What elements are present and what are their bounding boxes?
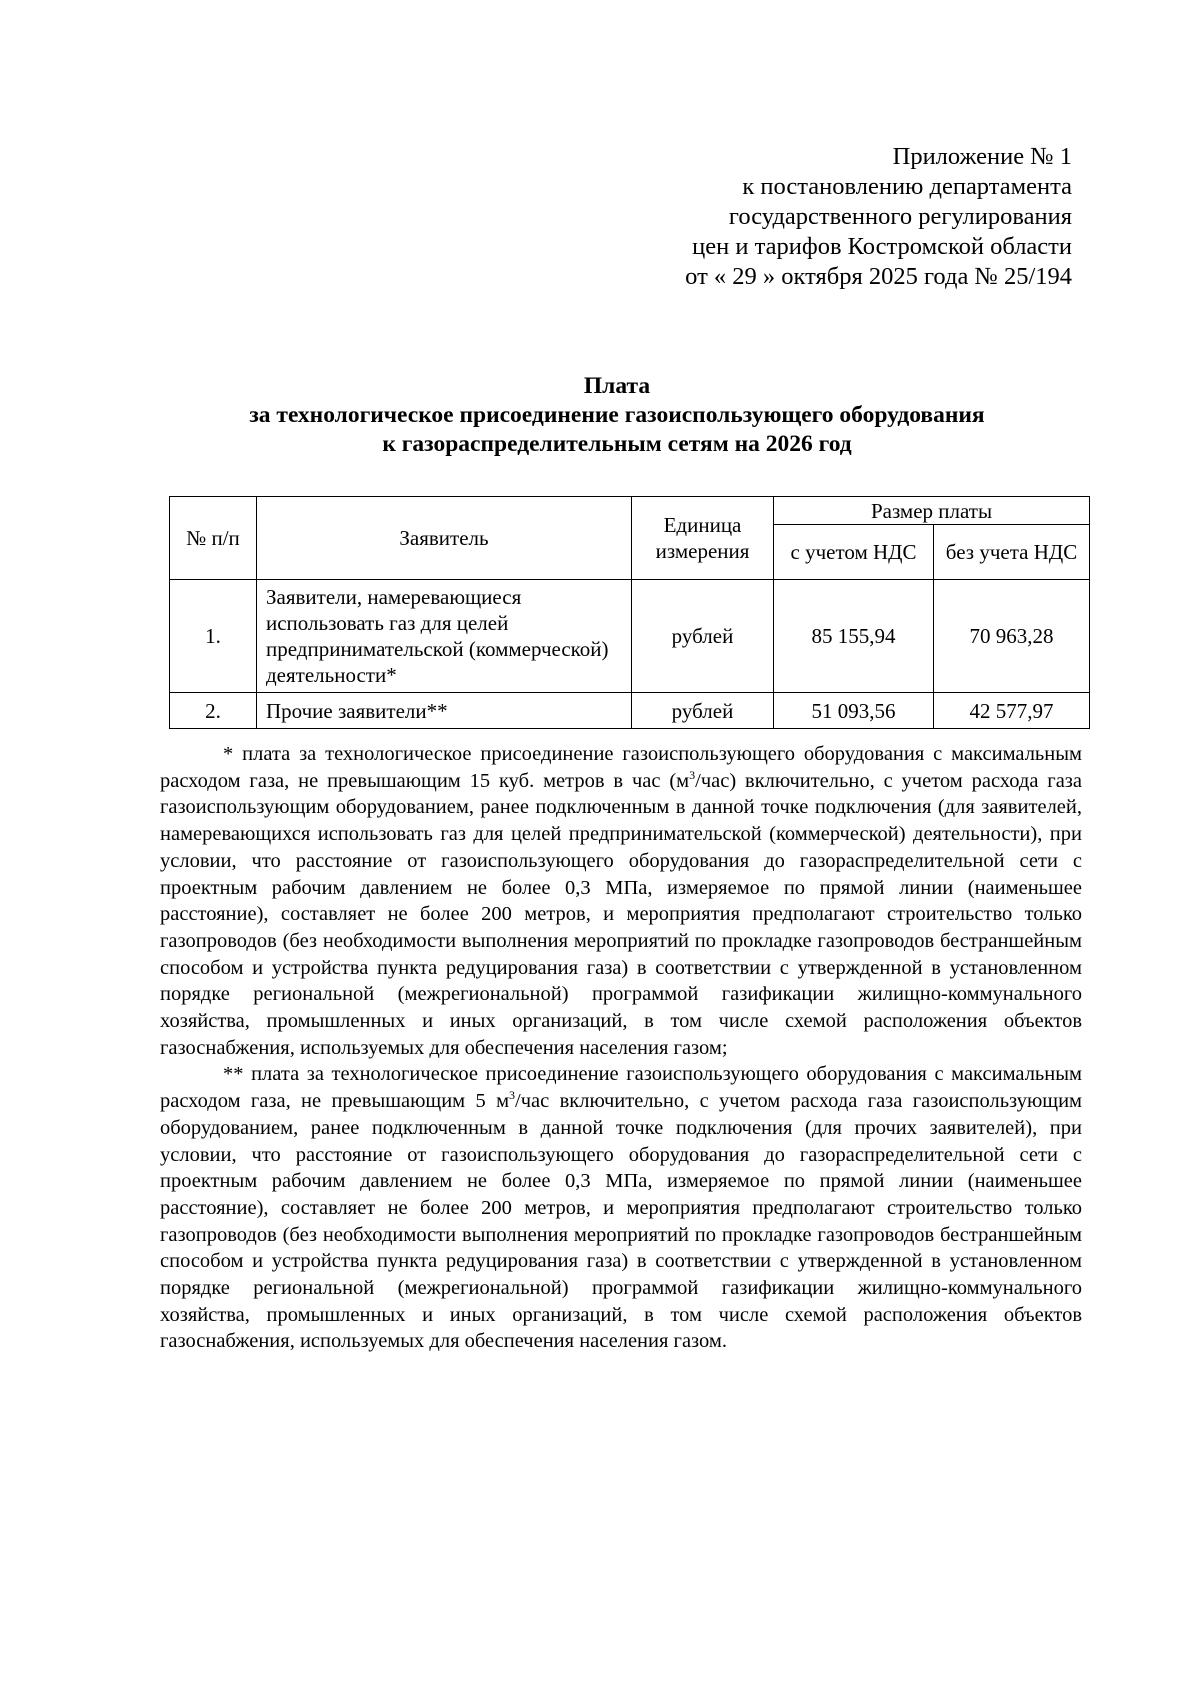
footnote-2: [160, 1061, 1082, 1355]
title-line-1: Плата: [583, 373, 651, 399]
row-number: 2.: [170, 693, 257, 729]
footnotes: [160, 741, 1082, 1355]
title-line-3: к газораспределительным сетям на 2026 год: [382, 431, 852, 457]
footnote-1-superscript: 3: [689, 767, 696, 782]
row-with-vat: 85 155,94: [774, 580, 934, 693]
header-number: № п/п: [170, 497, 257, 580]
footnote-1: [160, 741, 1082, 1061]
title-line-2: за технологическое присоединение газоиспользующего оборудования: [249, 402, 985, 428]
row-with-vat: 51 093,56: [774, 693, 934, 729]
document-title: [160, 372, 1074, 459]
footnote-1-text-a: * плата за технологическое присоединение газоиспользующего оборудования с максимальным расходом газа, не превышающим 15 куб. метров в час (м: [160, 743, 1082, 792]
row-number: 1.: [170, 580, 257, 693]
appendix-number: Приложение № 1: [892, 143, 1072, 170]
table-row: [170, 693, 1090, 729]
row-applicant: Прочие заявители**: [257, 693, 632, 729]
footnote-2-text-b: /час включительно, с учетом расхода газа газоиспользующим оборудованием, ранее подключенным в данной точке подключения (для прочих заявителей), при условии, что расстояние от газоиспользующего оборудования до газораспределительной сети с проектным рабочим давлением не более 0,3 МПа, измеряемое по прямой линии (наименьшее расстояние), составляет не более 200 метров, и мероприятия предполагают строительство только газопроводов (без необходимости выполнения мероприятий по прокладке газопроводов бестраншейным способом и устройства пункта редуцирования газа) в соответствии с утвержденной в установленном порядке региональной (межрегиональной) программой газификации жилищно-коммунального хозяйства, промышленных и иных организаций, в том числе схемой расположения объектов газоснабжения, используемых для обеспечения населения газом.: [160, 1090, 1083, 1353]
header-unit: Единица измерения: [632, 497, 774, 580]
appendix-region: цен и тарифов Костромской области: [692, 233, 1072, 260]
row-without-vat: 42 577,97: [934, 693, 1090, 729]
fee-table: [169, 496, 1090, 729]
header-applicant: Заявитель: [257, 497, 632, 580]
appendix-header: [685, 142, 1072, 292]
header-without-vat: без учета НДС: [934, 525, 1090, 580]
footnote-2-superscript: 3: [509, 1088, 516, 1103]
row-without-vat: 70 963,28: [934, 580, 1090, 693]
appendix-reference: к постановлению департамента: [742, 173, 1072, 200]
row-applicant: Заявители, намеревающиеся использовать газ для целей предпринимательской (коммерческой) деятельности*: [257, 580, 632, 693]
table-header-row: [170, 497, 1090, 525]
row-unit: рублей: [632, 693, 774, 729]
appendix-department: государственного регулирования: [728, 203, 1072, 230]
footnote-1-text-b: /час) включительно, с учетом расхода газа газоиспользующим оборудованием, ранее подключенным в данной точке подключения (для заявителей, намеревающихся использовать газ для целей предпринимательской (коммерческой) деятельности), при условии, что расстояние от газоиспользующего оборудования до газораспределительной сети с проектным рабочим давлением не более 0,3 МПа, измеряемое по прямой линии (наименьшее расстояние), составляет не более 200 метров, и мероприятия предполагают строительство только газопроводов (без необходимости выполнения мероприятий по прокладке газопроводов бестраншейным способом и устройства пункта редуцирования газа) в соответствии с утвержденной в установленном порядке региональной (межрегиональной) программой газификации жилищно-коммунального хозяйства, промышленных и иных организаций, в том числе схемой расположения объектов газоснабжения, используемых для обеспечения населения газом;: [160, 769, 1082, 1059]
header-fee-size: Размер платы: [774, 497, 1090, 525]
row-unit: рублей: [632, 580, 774, 693]
header-with-vat: с учетом НДС: [774, 525, 934, 580]
appendix-date-number: от « 29 » октября 2025 года № 25/194: [685, 263, 1072, 290]
table-row: [170, 580, 1090, 693]
footnote-2-text-a: ** плата за технологическое присоединение газоиспользующего оборудования с максимальным расходом газа, не превышающим 5 м: [160, 1063, 1082, 1113]
